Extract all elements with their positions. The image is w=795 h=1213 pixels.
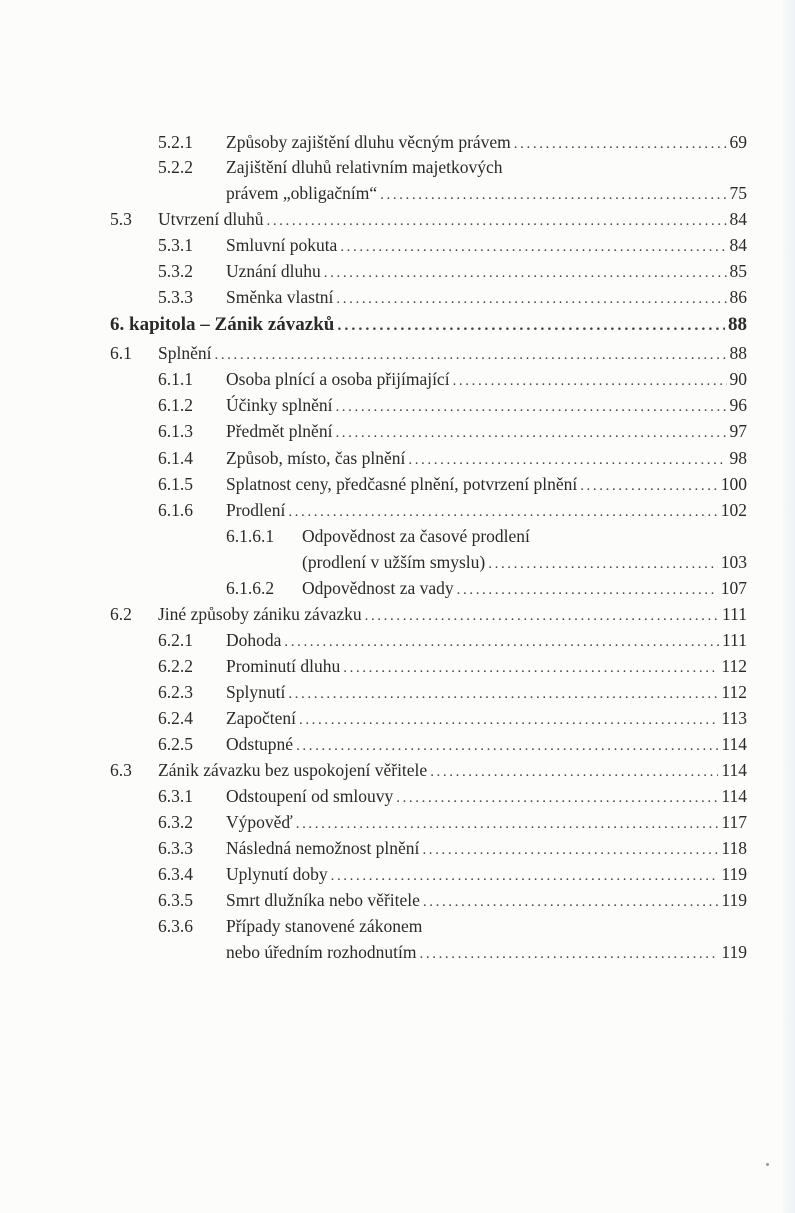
- dot-leader: [420, 942, 719, 966]
- dot-leader: [335, 395, 726, 419]
- toc-title-line: [226, 130, 747, 156]
- toc-title: Zánik závazku bez uspokojení věřitele: [158, 760, 428, 780]
- toc-title-line: [226, 181, 747, 207]
- toc-number: 6.1.6.2: [226, 578, 275, 598]
- toc-title-line: [158, 602, 747, 628]
- toc-title-line: [226, 810, 747, 836]
- toc-page-number: 114: [721, 760, 747, 780]
- toc-entry: [0, 836, 795, 860]
- toc-page-number: 119: [721, 864, 747, 884]
- toc-page-number: 112: [721, 682, 747, 702]
- toc-title: Odpovědnost za vady: [302, 578, 454, 598]
- toc-page-number: 111: [722, 630, 747, 650]
- toc-title: Prodlení: [226, 500, 286, 520]
- toc-page-number: 75: [729, 183, 747, 203]
- toc-page-number: 85: [729, 261, 747, 281]
- dot-leader: [343, 656, 718, 680]
- toc-title-line: [226, 654, 747, 680]
- toc-title: Započtení: [226, 708, 296, 728]
- toc-title-line: [226, 628, 747, 654]
- toc-entry: [0, 130, 795, 154]
- toc-title: Způsoby zajištění dluhu věcným právem: [226, 132, 511, 152]
- toc-entry: [0, 341, 795, 365]
- toc-title-line: [226, 914, 422, 938]
- toc-title: Výpověď: [226, 812, 293, 832]
- dot-leader: [266, 209, 726, 233]
- toc-number: 6.1.6: [158, 500, 193, 520]
- toc-entry: [0, 393, 795, 417]
- dot-leader: [288, 500, 717, 524]
- toc-number: 6.1.6.1: [226, 526, 275, 546]
- toc-title-line: [226, 285, 747, 311]
- toc-entry: [0, 784, 795, 808]
- toc-title: Utvrzení dluhů: [158, 209, 264, 229]
- toc-page-number: 114: [721, 786, 747, 806]
- toc-title: Prominutí dluhu: [226, 656, 341, 676]
- toc-title: nebo úředním rozhodnutím: [226, 942, 417, 962]
- dot-leader: [296, 734, 718, 758]
- toc-entry: [0, 680, 795, 704]
- toc-page-number: 113: [721, 708, 747, 728]
- toc-entry-continuation: [0, 550, 795, 574]
- toc-title: Následná nemožnost plnění: [226, 838, 420, 858]
- toc-page-number: 117: [721, 812, 747, 832]
- toc-page-number: 69: [729, 132, 747, 152]
- toc-page-number: 84: [729, 209, 747, 229]
- toc-entry: [0, 576, 795, 600]
- dot-leader: [324, 261, 727, 285]
- toc-number: 5.2.2: [158, 157, 193, 177]
- toc-entry: [0, 706, 795, 730]
- toc-number: 6.2.2: [158, 656, 193, 676]
- dot-leader: [214, 343, 726, 367]
- toc-title-line: [226, 393, 747, 419]
- toc-entry-continuation: [0, 940, 795, 964]
- toc-page-number: 100: [720, 474, 747, 494]
- toc-title: Jiné způsoby zániku závazku: [158, 604, 362, 624]
- toc-title-line: [226, 472, 747, 498]
- toc-entry: [0, 524, 795, 548]
- toc-number: 6.3.1: [158, 786, 193, 806]
- dot-leader: [337, 314, 725, 338]
- toc-entry: [0, 498, 795, 522]
- toc-title: Uznání dluhu: [226, 261, 321, 281]
- toc-title-line: [226, 233, 747, 259]
- toc-page-number: 119: [721, 942, 747, 962]
- toc-title: Směnka vlastní: [226, 287, 334, 307]
- toc-entry: [0, 446, 795, 470]
- toc-title-line: [302, 550, 747, 576]
- toc-number: 6.1.3: [158, 421, 193, 441]
- toc-number: 6.3.6: [158, 916, 193, 936]
- toc-number: 6.3.2: [158, 812, 193, 832]
- toc-entry: [0, 654, 795, 678]
- toc-number: 6.3.4: [158, 864, 193, 884]
- toc-page-number: 88: [729, 343, 747, 363]
- toc-title-line: [226, 836, 747, 862]
- toc-number: 6.1.2: [158, 395, 193, 415]
- dot-leader: [488, 552, 718, 576]
- dot-leader: [299, 708, 718, 732]
- toc-title: (prodlení v užším smyslu): [302, 552, 486, 572]
- dot-leader: [580, 474, 718, 498]
- toc-page-number: 119: [721, 890, 747, 910]
- toc-title: Smluvní pokuta: [226, 235, 338, 255]
- toc-page-number: 90: [729, 369, 747, 389]
- toc-entry: [0, 758, 795, 782]
- toc-page-number: 112: [721, 656, 747, 676]
- toc-entry: [0, 888, 795, 912]
- toc-title-line: [226, 367, 747, 393]
- toc-number: 6.1.4: [158, 448, 193, 468]
- toc-entry: [0, 914, 795, 938]
- toc-title: Osoba plnící a osoba přijímající: [226, 369, 450, 389]
- toc-number: 6.2.3: [158, 682, 193, 702]
- toc-number: 6.3.3: [158, 838, 193, 858]
- toc-number: 6.1.5: [158, 474, 193, 494]
- toc-title-line: [226, 680, 747, 706]
- toc-title-line: [226, 732, 747, 758]
- dot-leader: [422, 838, 718, 862]
- toc-page-number: 88: [728, 314, 747, 335]
- toc-title: Případy stanovené zákonem: [226, 916, 423, 936]
- toc-entry: [0, 732, 795, 756]
- toc-number: 5.3.3: [158, 287, 193, 307]
- toc-page-number: 102: [720, 500, 747, 520]
- toc-title: Způsob, místo, čas plnění: [226, 448, 406, 468]
- toc-page-number: 114: [721, 734, 747, 754]
- toc-entry: [0, 233, 795, 257]
- toc-title-line: [158, 341, 747, 367]
- toc-entry: [0, 602, 795, 626]
- dot-leader: [340, 235, 726, 259]
- toc-title-line: [158, 758, 747, 784]
- toc-title-line: [226, 784, 747, 810]
- dot-leader: [335, 421, 726, 445]
- toc-entry: [0, 207, 795, 231]
- dot-leader: [288, 682, 718, 706]
- paper-speck: [766, 1163, 769, 1166]
- dot-leader: [365, 604, 719, 628]
- toc-entry: [0, 810, 795, 834]
- toc-title-line: [226, 498, 747, 524]
- toc-number: 6.3: [110, 760, 132, 780]
- dot-leader: [336, 287, 726, 311]
- toc-title: právem „obligačním“: [226, 183, 378, 203]
- toc-title: Splnění: [158, 343, 212, 363]
- dot-leader: [331, 864, 719, 888]
- toc-page-number: 86: [729, 287, 747, 307]
- toc-page-number: 103: [720, 552, 747, 572]
- toc-page-number: 97: [729, 421, 747, 441]
- dot-leader: [423, 890, 718, 914]
- toc-title: Předmět plnění: [226, 421, 333, 441]
- toc-entry: [0, 367, 795, 391]
- toc-title-line: [226, 419, 747, 445]
- dot-leader: [457, 578, 718, 602]
- toc-title: Dohoda: [226, 630, 282, 650]
- toc-page-number: 84: [729, 235, 747, 255]
- toc-title: Odpovědnost za časové prodlení: [302, 526, 530, 546]
- dot-leader: [408, 448, 726, 472]
- toc-title-line: [302, 524, 530, 548]
- toc-entry: [0, 155, 795, 179]
- toc-title-line: [110, 313, 747, 338]
- toc-entry: [0, 419, 795, 443]
- toc-title: Účinky splnění: [226, 395, 333, 415]
- toc-number: 6.2.4: [158, 708, 193, 728]
- toc-number: 6.3.5: [158, 890, 193, 910]
- dot-leader: [380, 183, 726, 207]
- dot-leader: [430, 760, 718, 784]
- toc-number: 6.1: [110, 343, 132, 363]
- toc-title-line: [226, 940, 747, 966]
- toc-title-line: [226, 888, 747, 914]
- toc-title: Odstupné: [226, 734, 294, 754]
- toc-title-line: [226, 862, 747, 888]
- toc-number: 5.2.1: [158, 132, 193, 152]
- toc-title: Splynutí: [226, 682, 286, 702]
- toc-entry: [0, 285, 795, 309]
- toc-chapter-heading: [0, 313, 795, 337]
- toc-page-number: 111: [722, 604, 747, 624]
- toc-entry: [0, 259, 795, 283]
- toc-entry: [0, 862, 795, 886]
- toc-entry: [0, 628, 795, 652]
- toc-page-number: 118: [721, 838, 747, 858]
- dot-leader: [396, 786, 718, 810]
- toc-title-line: [158, 207, 747, 233]
- toc-title: Odstoupení od smlouvy: [226, 786, 394, 806]
- toc-number: 6.1.1: [158, 369, 193, 389]
- toc-title-line: [226, 706, 747, 732]
- toc-number: 6.2: [110, 604, 132, 624]
- toc-number: 6.2.1: [158, 630, 193, 650]
- toc-title-line: [226, 446, 747, 472]
- toc-page-number: 107: [720, 578, 747, 598]
- dot-leader: [284, 630, 719, 654]
- dot-leader: [296, 812, 719, 836]
- toc-title-line: [302, 576, 747, 602]
- toc-entry: [0, 472, 795, 496]
- toc-page-number: 98: [729, 448, 747, 468]
- toc-number: 5.3.2: [158, 261, 193, 281]
- toc-title-line: [226, 259, 747, 285]
- toc-title: Zajištění dluhů relativním majetkových: [226, 157, 503, 177]
- toc-number: 5.3.1: [158, 235, 193, 255]
- dot-leader: [453, 369, 727, 393]
- toc-number: 6.2.5: [158, 734, 193, 754]
- dot-leader: [514, 132, 727, 156]
- toc-title: Smrt dlužníka nebo věřitele: [226, 890, 420, 910]
- toc-title: 6. kapitola – Zánik závazků: [110, 314, 335, 335]
- toc-title: Uplynutí doby: [226, 864, 328, 884]
- toc-number: 5.3: [110, 209, 132, 229]
- toc-title: Splatnost ceny, předčasné plnění, potvrzení plnění: [226, 474, 578, 494]
- toc-page-number: 96: [729, 395, 747, 415]
- toc-entry-continuation: [0, 181, 795, 205]
- toc-title-line: [226, 155, 503, 179]
